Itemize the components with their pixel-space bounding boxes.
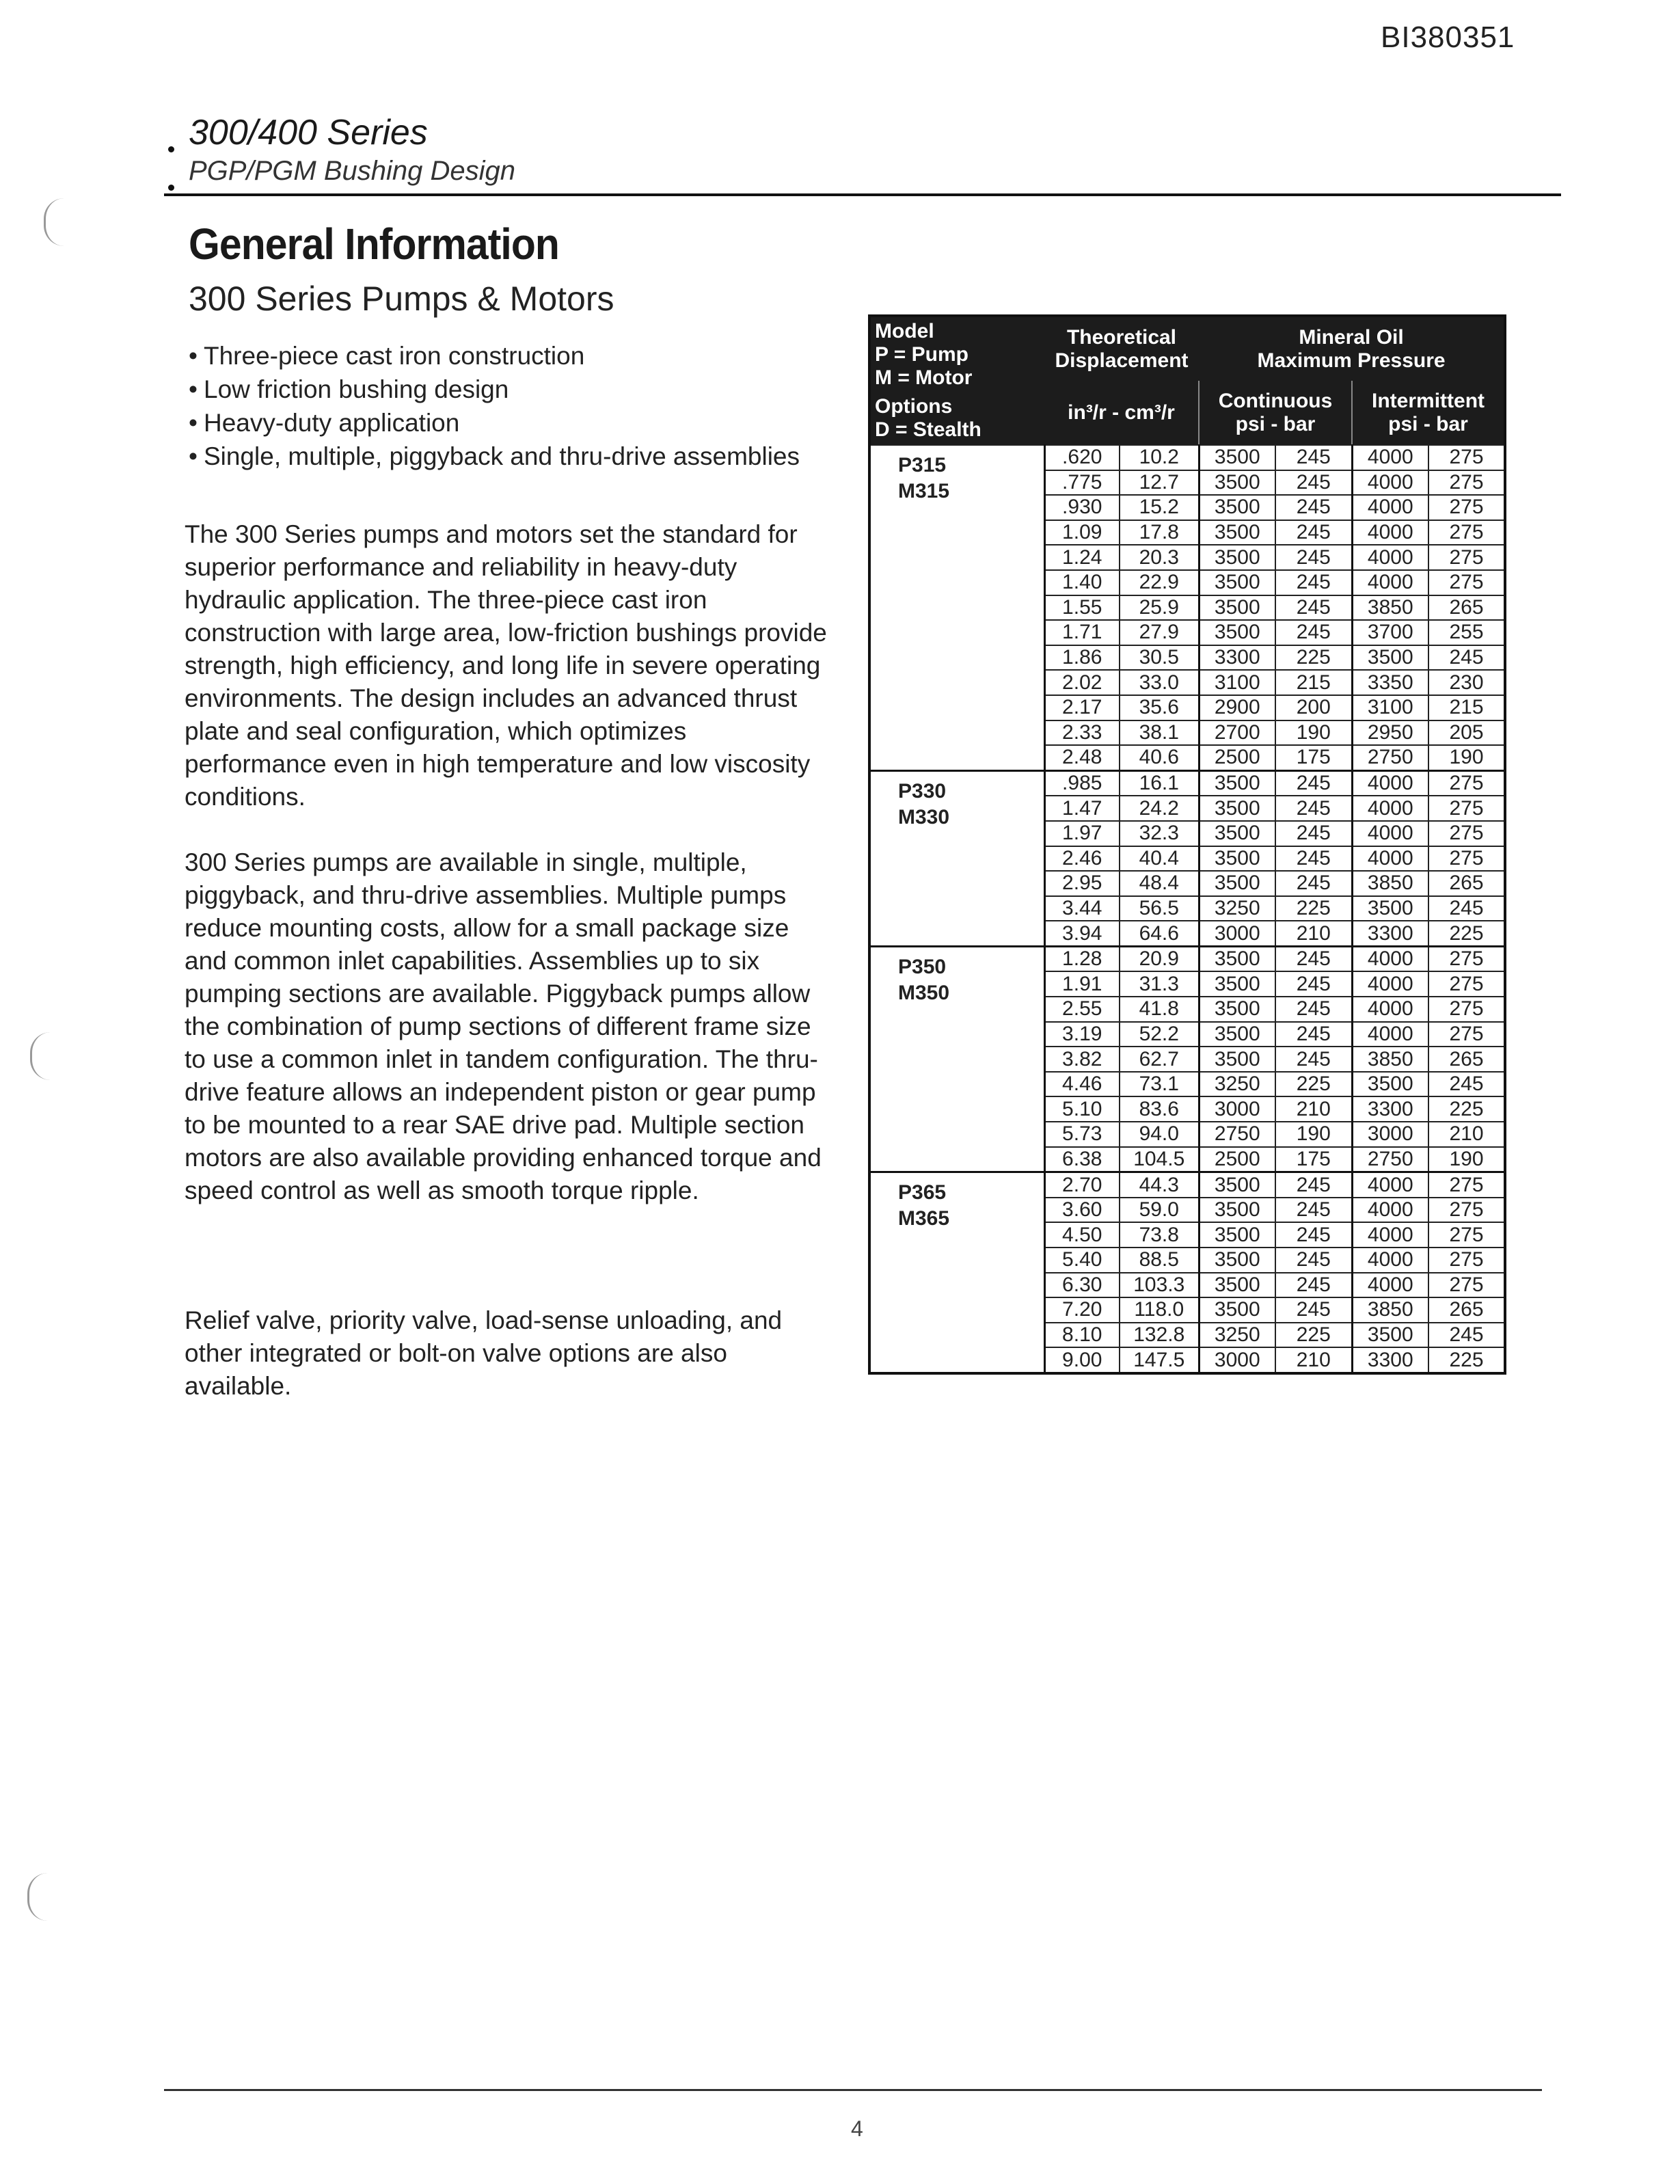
- int-bar-cell: 230: [1428, 670, 1505, 695]
- int-psi-cell: 4000: [1352, 1222, 1428, 1248]
- cont-psi-cell: 3500: [1199, 1172, 1275, 1198]
- disp-cm3-cell: 94.0: [1120, 1122, 1199, 1147]
- disp-cm3-cell: 32.3: [1120, 821, 1199, 846]
- table-row: [869, 770, 1505, 796]
- int-bar-cell: 190: [1428, 1147, 1505, 1172]
- int-bar-cell: 265: [1428, 1297, 1505, 1323]
- intermittent-label: Intermittent: [1372, 389, 1485, 412]
- table-body: [869, 445, 1505, 1373]
- cont-psi-cell: 3500: [1199, 595, 1275, 621]
- disp-cm3-cell: 88.5: [1120, 1248, 1199, 1273]
- int-bar-cell: 275: [1428, 545, 1505, 570]
- cont-psi-cell: 3500: [1199, 946, 1275, 971]
- model-name: M350: [898, 981, 950, 1004]
- disp-in3-cell: 1.55: [1044, 595, 1120, 621]
- int-psi-cell: 4000: [1352, 1172, 1428, 1198]
- disp-cm3-cell: 64.6: [1120, 921, 1199, 946]
- feature-item: • Heavy-duty application: [189, 406, 831, 440]
- cont-bar-cell: 245: [1275, 570, 1352, 595]
- cont-psi-cell: 2750: [1199, 1122, 1275, 1147]
- cont-bar-cell: 225: [1275, 645, 1352, 671]
- disp-cm3-cell: 20.9: [1120, 946, 1199, 971]
- cont-psi-cell: 2500: [1199, 1147, 1275, 1172]
- int-bar-cell: 275: [1428, 971, 1505, 997]
- model-name: M330: [898, 805, 950, 828]
- disp-cm3-cell: 52.2: [1120, 1022, 1199, 1047]
- cont-psi-cell: 3500: [1199, 846, 1275, 872]
- int-psi-cell: 4000: [1352, 445, 1428, 470]
- cont-psi-cell: 3500: [1199, 796, 1275, 821]
- cont-bar-cell: 245: [1275, 770, 1352, 796]
- model-name: P330: [898, 779, 947, 803]
- cont-psi-cell: 3500: [1199, 1198, 1275, 1223]
- int-psi-cell: 3700: [1352, 620, 1428, 645]
- cont-bar-cell: 215: [1275, 670, 1352, 695]
- cont-bar-cell: 245: [1275, 1248, 1352, 1273]
- cont-bar-cell: 245: [1275, 871, 1352, 896]
- disp-in3-cell: 2.17: [1044, 695, 1120, 720]
- int-bar-cell: 275: [1428, 1273, 1505, 1298]
- bullet-mark: [168, 146, 174, 152]
- int-psi-cell: 4000: [1352, 796, 1428, 821]
- int-psi-cell: 4000: [1352, 545, 1428, 570]
- cont-bar-cell: 210: [1275, 1347, 1352, 1373]
- cont-psi-cell: 3500: [1199, 1222, 1275, 1248]
- table-row: [869, 445, 1505, 470]
- model-name: P315: [898, 454, 947, 476]
- int-bar-cell: 275: [1428, 821, 1505, 846]
- disp-in3-cell: 1.71: [1044, 620, 1120, 645]
- document-id: BI380351: [1381, 21, 1515, 54]
- disp-cm3-cell: 83.6: [1120, 1096, 1199, 1122]
- cont-bar-cell: 245: [1275, 1022, 1352, 1047]
- disp-in3-cell: 5.10: [1044, 1096, 1120, 1122]
- table-row: [869, 946, 1505, 971]
- int-bar-cell: 275: [1428, 770, 1505, 796]
- feature-item: • Three-piece cast iron construction: [189, 339, 831, 373]
- disp-in3-cell: 1.86: [1044, 645, 1120, 671]
- int-psi-cell: 3850: [1352, 1297, 1428, 1323]
- disp-in3-cell: 5.73: [1044, 1122, 1120, 1147]
- int-bar-cell: 275: [1428, 1022, 1505, 1047]
- cont-bar-cell: 245: [1275, 796, 1352, 821]
- disp-cm3-cell: 132.8: [1120, 1323, 1199, 1348]
- disp-in3-cell: .985: [1044, 770, 1120, 796]
- cont-bar-cell: 210: [1275, 921, 1352, 946]
- cont-psi-cell: 3500: [1199, 495, 1275, 520]
- feature-item: • Low friction bushing design: [189, 373, 831, 406]
- page-number: 4: [851, 2116, 863, 2141]
- int-bar-cell: 225: [1428, 1096, 1505, 1122]
- disp-cm3-cell: 16.1: [1120, 770, 1199, 796]
- cont-psi-cell: 3500: [1199, 570, 1275, 595]
- int-psi-cell: 2750: [1352, 745, 1428, 770]
- section-heading: 300 Series Pumps & Motors: [189, 280, 614, 318]
- page-title: General Information: [189, 219, 559, 269]
- displacement-label-1: Theoretical: [1066, 325, 1177, 349]
- cont-bar-cell: 200: [1275, 695, 1352, 720]
- cont-bar-cell: 245: [1275, 620, 1352, 645]
- disp-cm3-cell: 10.2: [1120, 445, 1199, 470]
- cont-bar-cell: 245: [1275, 846, 1352, 872]
- int-bar-cell: 265: [1428, 1047, 1505, 1072]
- int-psi-cell: 3500: [1352, 1072, 1428, 1097]
- int-bar-cell: 190: [1428, 745, 1505, 770]
- body-paragraph: The 300 Series pumps and motors set the standard for superior performance and reliability in heavy-duty hydraulic application. The three-piece cast iron construction with large area, low-friction bushings provide strength, high efficiency, and long life in severe operating environments. The design includes an advanced thrust plate and seal configuration, which optimizes performance even in high temperature and low viscosity conditions.: [185, 520, 827, 811]
- table-header-row: [869, 316, 1505, 381]
- int-bar-cell: 275: [1428, 1198, 1505, 1223]
- intermittent-header: [1352, 381, 1505, 445]
- disp-cm3-cell: 15.2: [1120, 495, 1199, 520]
- cont-psi-cell: 3250: [1199, 1072, 1275, 1097]
- cont-bar-cell: 245: [1275, 545, 1352, 570]
- cont-bar-cell: 245: [1275, 445, 1352, 470]
- disp-in3-cell: 7.20: [1044, 1297, 1120, 1323]
- cont-psi-cell: 3500: [1199, 520, 1275, 545]
- cont-bar-cell: 245: [1275, 470, 1352, 496]
- punch-hole-mark: [30, 1032, 53, 1080]
- motor-legend: M = Motor: [875, 366, 973, 389]
- cont-bar-cell: 245: [1275, 946, 1352, 971]
- int-psi-cell: 3500: [1352, 1323, 1428, 1348]
- disp-cm3-cell: 73.8: [1120, 1222, 1199, 1248]
- int-psi-cell: 4000: [1352, 520, 1428, 545]
- disp-in3-cell: 2.55: [1044, 997, 1120, 1022]
- cont-bar-cell: 245: [1275, 495, 1352, 520]
- disp-cm3-cell: 24.2: [1120, 796, 1199, 821]
- int-bar-cell: 275: [1428, 846, 1505, 872]
- int-psi-cell: 4000: [1352, 495, 1428, 520]
- int-bar-cell: 275: [1428, 997, 1505, 1022]
- int-bar-cell: 275: [1428, 1172, 1505, 1198]
- disp-cm3-cell: 73.1: [1120, 1072, 1199, 1097]
- punch-hole-mark: [27, 1873, 50, 1921]
- cont-bar-cell: 245: [1275, 1047, 1352, 1072]
- disp-in3-cell: 4.50: [1044, 1222, 1120, 1248]
- int-psi-cell: 3300: [1352, 1347, 1428, 1373]
- disp-cm3-cell: 31.3: [1120, 971, 1199, 997]
- int-psi-cell: 4000: [1352, 971, 1428, 997]
- int-psi-cell: 3000: [1352, 1122, 1428, 1147]
- int-psi-cell: 2750: [1352, 1147, 1428, 1172]
- disp-in3-cell: 1.91: [1044, 971, 1120, 997]
- disp-cm3-cell: 44.3: [1120, 1172, 1199, 1198]
- cont-psi-cell: 2500: [1199, 745, 1275, 770]
- cont-psi-cell: 3500: [1199, 1273, 1275, 1298]
- int-bar-cell: 265: [1428, 871, 1505, 896]
- disp-in3-cell: 5.40: [1044, 1248, 1120, 1273]
- body-paragraph: Relief valve, priority valve, load-sense unloading, and other integrated or bolt-on valve options are also available.: [185, 1306, 783, 1400]
- specification-table: [868, 314, 1506, 1375]
- displacement-label-2: Displacement: [1055, 349, 1189, 372]
- disp-cm3-cell: 17.8: [1120, 520, 1199, 545]
- cont-psi-cell: 3500: [1199, 545, 1275, 570]
- int-bar-cell: 275: [1428, 495, 1505, 520]
- cont-bar-cell: 245: [1275, 595, 1352, 621]
- model-cell: [869, 1172, 1044, 1373]
- cont-psi-cell: 3500: [1199, 470, 1275, 496]
- cont-psi-cell: 3500: [1199, 620, 1275, 645]
- disp-cm3-cell: 62.7: [1120, 1047, 1199, 1072]
- disp-in3-cell: 6.30: [1044, 1273, 1120, 1298]
- disp-in3-cell: 1.40: [1044, 570, 1120, 595]
- pressure-label-2: Maximum Pressure: [1257, 349, 1446, 372]
- pressure-header: [1199, 316, 1505, 381]
- punch-hole-mark: [44, 198, 66, 246]
- continuous-units: psi - bar: [1235, 412, 1316, 435]
- int-psi-cell: 2950: [1352, 720, 1428, 746]
- int-psi-cell: 4000: [1352, 1198, 1428, 1223]
- cont-bar-cell: 245: [1275, 1222, 1352, 1248]
- cont-bar-cell: 175: [1275, 1147, 1352, 1172]
- disp-in3-cell: 4.46: [1044, 1072, 1120, 1097]
- cont-psi-cell: 2700: [1199, 720, 1275, 746]
- cont-bar-cell: 245: [1275, 1172, 1352, 1198]
- disp-cm3-cell: 103.3: [1120, 1273, 1199, 1298]
- continuous-header: [1199, 381, 1352, 445]
- model-name: M365: [898, 1207, 950, 1230]
- disp-in3-cell: 1.24: [1044, 545, 1120, 570]
- int-psi-cell: 4000: [1352, 770, 1428, 796]
- disp-in3-cell: 1.28: [1044, 946, 1120, 971]
- int-psi-cell: 4000: [1352, 946, 1428, 971]
- disp-cm3-cell: 59.0: [1120, 1198, 1199, 1223]
- int-bar-cell: 225: [1428, 1347, 1505, 1373]
- int-psi-cell: 3850: [1352, 1047, 1428, 1072]
- disp-cm3-cell: 40.4: [1120, 846, 1199, 872]
- feature-item: • Single, multiple, piggyback and thru-drive assemblies: [189, 440, 831, 473]
- cont-bar-cell: 210: [1275, 1096, 1352, 1122]
- series-subtitle: PGP/PGM Bushing Design: [189, 156, 515, 186]
- disp-cm3-cell: 41.8: [1120, 997, 1199, 1022]
- cont-psi-cell: 3500: [1199, 871, 1275, 896]
- cont-psi-cell: 3100: [1199, 670, 1275, 695]
- cont-bar-cell: 190: [1275, 1122, 1352, 1147]
- disp-in3-cell: 3.19: [1044, 1022, 1120, 1047]
- disp-cm3-cell: 25.9: [1120, 595, 1199, 621]
- disp-in3-cell: 2.70: [1044, 1172, 1120, 1198]
- cont-psi-cell: 3500: [1199, 1248, 1275, 1273]
- stealth-legend: D = Stealth: [875, 418, 981, 441]
- cont-psi-cell: 3000: [1199, 1096, 1275, 1122]
- int-bar-cell: 225: [1428, 921, 1505, 946]
- int-psi-cell: 3500: [1352, 896, 1428, 921]
- int-psi-cell: 4000: [1352, 470, 1428, 496]
- disp-cm3-cell: 40.6: [1120, 745, 1199, 770]
- body-paragraph: 300 Series pumps are available in single, multiple, piggyback, and thru-drive assemblies. Multiple pumps reduce mounting costs, allow for a small package size and common inlet capabilities. Assemblies up to six pumping sections are available. Piggyback pumps allow the combination of pump sections of different frame size to use a common inlet in tandem configuration. The thru-drive feature allows an independent piston or gear pump to be mounted to a rear SAE drive pad. Multiple section motors are also available providing enhanced torque and speed control as well as smooth torque ripple.: [185, 848, 822, 1204]
- disp-cm3-cell: 27.9: [1120, 620, 1199, 645]
- cont-bar-cell: 245: [1275, 1297, 1352, 1323]
- footer-rule: [164, 2089, 1542, 2091]
- cont-bar-cell: 245: [1275, 997, 1352, 1022]
- disp-cm3-cell: 12.7: [1120, 470, 1199, 496]
- displacement-units: in³/r - cm³/r: [1044, 381, 1199, 445]
- disp-in3-cell: 2.48: [1044, 745, 1120, 770]
- disp-cm3-cell: 147.5: [1120, 1347, 1199, 1373]
- int-bar-cell: 275: [1428, 570, 1505, 595]
- model-label: Model: [875, 320, 934, 342]
- disp-cm3-cell: 56.5: [1120, 896, 1199, 921]
- disp-cm3-cell: 48.4: [1120, 871, 1199, 896]
- disp-cm3-cell: 30.5: [1120, 645, 1199, 671]
- cont-psi-cell: 3000: [1199, 1347, 1275, 1373]
- cont-bar-cell: 245: [1275, 520, 1352, 545]
- int-bar-cell: 245: [1428, 1072, 1505, 1097]
- disp-in3-cell: .775: [1044, 470, 1120, 496]
- int-bar-cell: 275: [1428, 470, 1505, 496]
- int-psi-cell: 4000: [1352, 846, 1428, 872]
- disp-in3-cell: 3.94: [1044, 921, 1120, 946]
- model-cell: [869, 946, 1044, 1172]
- disp-in3-cell: 1.47: [1044, 796, 1120, 821]
- model-name: M315: [898, 480, 950, 502]
- int-bar-cell: 275: [1428, 520, 1505, 545]
- cont-psi-cell: 3500: [1199, 821, 1275, 846]
- int-psi-cell: 4000: [1352, 997, 1428, 1022]
- int-bar-cell: 245: [1428, 896, 1505, 921]
- cont-psi-cell: 3500: [1199, 971, 1275, 997]
- feature-list: [189, 339, 831, 473]
- int-psi-cell: 4000: [1352, 821, 1428, 846]
- displacement-header: [1044, 316, 1199, 381]
- int-psi-cell: 4000: [1352, 570, 1428, 595]
- cont-psi-cell: 3250: [1199, 896, 1275, 921]
- disp-cm3-cell: 104.5: [1120, 1147, 1199, 1172]
- disp-cm3-cell: 33.0: [1120, 670, 1199, 695]
- cont-bar-cell: 245: [1275, 971, 1352, 997]
- int-psi-cell: 3300: [1352, 921, 1428, 946]
- int-bar-cell: 245: [1428, 645, 1505, 671]
- disp-in3-cell: 3.60: [1044, 1198, 1120, 1223]
- model-cell: [869, 445, 1044, 770]
- options-label: Options: [875, 395, 953, 418]
- cont-psi-cell: 3500: [1199, 1047, 1275, 1072]
- disp-in3-cell: .930: [1044, 495, 1120, 520]
- header-rule: [164, 193, 1561, 196]
- disp-in3-cell: 8.10: [1044, 1323, 1120, 1348]
- disp-in3-cell: 1.97: [1044, 821, 1120, 846]
- disp-in3-cell: 2.46: [1044, 846, 1120, 872]
- int-psi-cell: 3850: [1352, 871, 1428, 896]
- cont-bar-cell: 245: [1275, 821, 1352, 846]
- int-bar-cell: 255: [1428, 620, 1505, 645]
- continuous-label: Continuous: [1218, 389, 1333, 412]
- table-row: [869, 1172, 1505, 1198]
- series-title: 300/400 Series: [189, 113, 428, 152]
- model-name: P350: [898, 955, 947, 978]
- int-bar-cell: 205: [1428, 720, 1505, 746]
- int-psi-cell: 4000: [1352, 1022, 1428, 1047]
- cont-bar-cell: 190: [1275, 720, 1352, 746]
- int-bar-cell: 265: [1428, 595, 1505, 621]
- disp-in3-cell: 6.38: [1044, 1147, 1120, 1172]
- disp-in3-cell: 1.09: [1044, 520, 1120, 545]
- int-psi-cell: 3350: [1352, 670, 1428, 695]
- cont-psi-cell: 3250: [1199, 1323, 1275, 1348]
- disp-in3-cell: 3.82: [1044, 1047, 1120, 1072]
- intermittent-units: psi - bar: [1388, 412, 1468, 435]
- disp-in3-cell: .620: [1044, 445, 1120, 470]
- disp-cm3-cell: 22.9: [1120, 570, 1199, 595]
- int-bar-cell: 275: [1428, 946, 1505, 971]
- int-psi-cell: 3300: [1352, 1096, 1428, 1122]
- pressure-label-1: Mineral Oil: [1299, 325, 1404, 349]
- cont-bar-cell: 245: [1275, 1273, 1352, 1298]
- int-psi-cell: 3100: [1352, 695, 1428, 720]
- int-psi-cell: 3850: [1352, 595, 1428, 621]
- int-bar-cell: 275: [1428, 445, 1505, 470]
- disp-cm3-cell: 35.6: [1120, 695, 1199, 720]
- cont-psi-cell: 3500: [1199, 1022, 1275, 1047]
- cont-bar-cell: 225: [1275, 896, 1352, 921]
- int-bar-cell: 275: [1428, 1248, 1505, 1273]
- model-cell: [869, 770, 1044, 946]
- cont-psi-cell: 3300: [1199, 645, 1275, 671]
- disp-in3-cell: 3.44: [1044, 896, 1120, 921]
- cont-bar-cell: 245: [1275, 1198, 1352, 1223]
- int-bar-cell: 215: [1428, 695, 1505, 720]
- int-psi-cell: 4000: [1352, 1248, 1428, 1273]
- model-name: P365: [898, 1181, 947, 1204]
- disp-in3-cell: 2.02: [1044, 670, 1120, 695]
- int-bar-cell: 275: [1428, 1222, 1505, 1248]
- cont-psi-cell: 3500: [1199, 997, 1275, 1022]
- cont-psi-cell: 2900: [1199, 695, 1275, 720]
- pump-legend: P = Pump: [875, 343, 968, 366]
- disp-cm3-cell: 20.3: [1120, 545, 1199, 570]
- cont-psi-cell: 3500: [1199, 445, 1275, 470]
- disp-in3-cell: 2.33: [1044, 720, 1120, 746]
- cont-psi-cell: 3000: [1199, 921, 1275, 946]
- disp-in3-cell: 2.95: [1044, 871, 1120, 896]
- int-bar-cell: 210: [1428, 1122, 1505, 1147]
- cont-bar-cell: 225: [1275, 1323, 1352, 1348]
- cont-bar-cell: 175: [1275, 745, 1352, 770]
- int-psi-cell: 3500: [1352, 645, 1428, 671]
- disp-in3-cell: 9.00: [1044, 1347, 1120, 1373]
- model-header: [869, 316, 1044, 445]
- int-bar-cell: 275: [1428, 796, 1505, 821]
- int-bar-cell: 245: [1428, 1323, 1505, 1348]
- int-psi-cell: 4000: [1352, 1273, 1428, 1298]
- cont-bar-cell: 225: [1275, 1072, 1352, 1097]
- bullet-mark: [168, 185, 174, 191]
- disp-cm3-cell: 38.1: [1120, 720, 1199, 746]
- disp-cm3-cell: 118.0: [1120, 1297, 1199, 1323]
- cont-psi-cell: 3500: [1199, 1297, 1275, 1323]
- cont-psi-cell: 3500: [1199, 770, 1275, 796]
